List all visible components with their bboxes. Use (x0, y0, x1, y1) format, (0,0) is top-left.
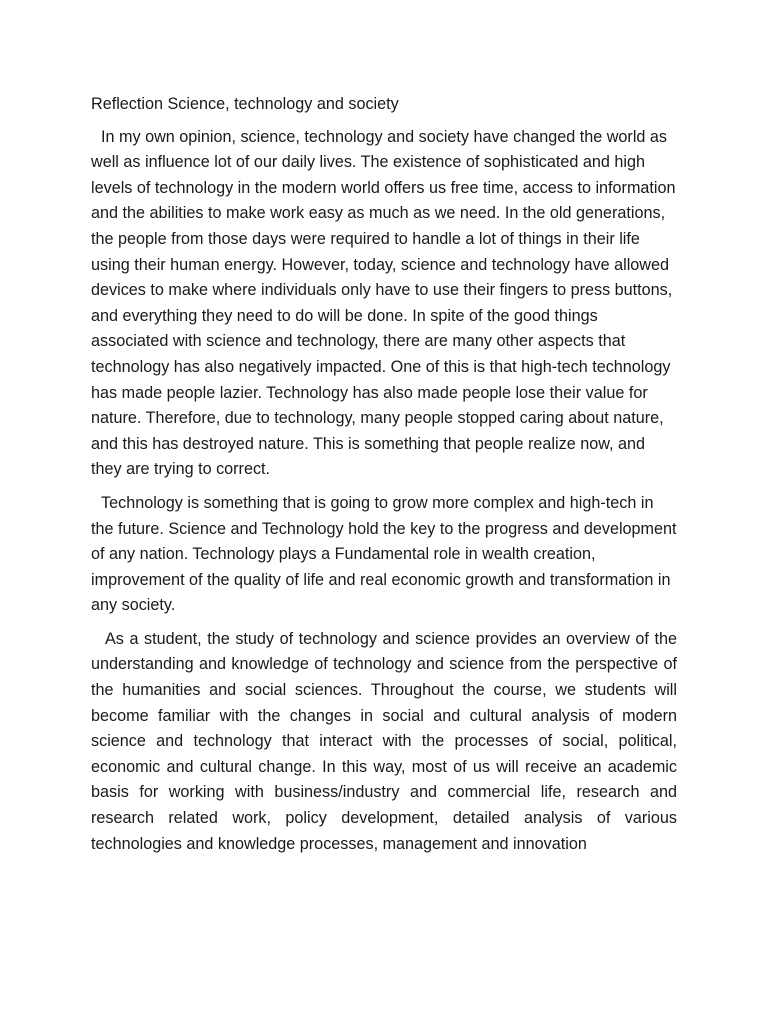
paragraph-1: In my own opinion, science, technology and society have changed the world as well as influence lot of our daily lives. The existence of sophisticated and high levels of technology in the modern world offers us free time, access to information and the abilities to make work easy as much as we need. In the old generations, the people from those days were required to handle a lot of things in their life using their human energy. However, today, science and technology have allowed devices to make where individuals only have to use their fingers to press buttons, and everything they need to do will be done. In spite of the good things associated with science and technology, there are many other aspects that technology has also negatively impacted. One of this is that high-tech technology has made people lazier. Technology has also made people lose their value for nature. Therefore, due to technology, many people stopped caring about nature, and this has destroyed nature. This is something that people realize now, and they are trying to correct. (91, 127, 676, 479)
document-title: Reflection Science, technology and society (91, 95, 399, 113)
document-page (91, 92, 677, 865)
paragraph-2: Technology is something that is going to grow more complex and high-tech in the future. Science and Technology hold the key to the progress and development of any nation. Technology plays a Fundamental role in wealth creation, improvement of the quality of life and real economic growth and transformation in any society. (91, 493, 677, 615)
paragraph-3: As a student, the study of technology and science provides an overview of the understanding and knowledge of technology and science from the perspective of the humanities and social sciences. Throughout the course, we students will become familiar with the changes in social and cultural analysis of modern science and technology that interact with the processes of social, political, economic and cultural change. In this way, most of us will receive an academic basis for working with business/industry and commercial life, research and research related work, policy development, detailed analysis of various technologies and knowledge processes, management and innovation (91, 629, 677, 853)
